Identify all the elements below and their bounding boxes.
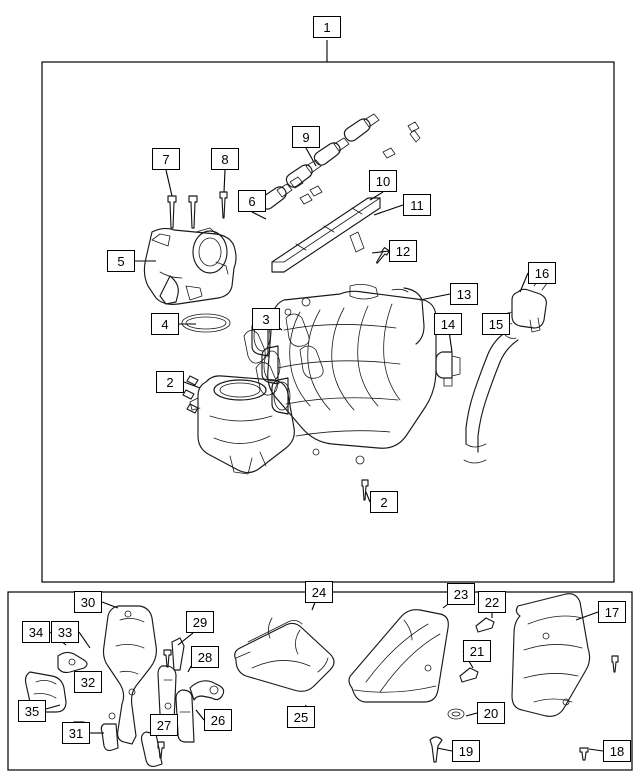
- heat-shield-25: [235, 618, 334, 691]
- manifold-lower-adapter: [190, 376, 294, 474]
- callout-14[interactable]: 14: [434, 313, 462, 335]
- callout-29[interactable]: 29: [186, 611, 214, 633]
- callout-25[interactable]: 25: [287, 706, 315, 728]
- throttle-body-part: [144, 228, 236, 304]
- callout-1[interactable]: 1: [313, 16, 341, 38]
- callout-33[interactable]: 33: [51, 621, 79, 643]
- callout-18[interactable]: 18: [603, 740, 631, 762]
- throttle-body-gasket: [182, 314, 230, 332]
- callout-4[interactable]: 4: [151, 313, 179, 335]
- callout-30[interactable]: 30: [74, 591, 102, 613]
- injector-1: [260, 177, 303, 209]
- callout-2-lower[interactable]: 2: [370, 491, 398, 513]
- callout-8[interactable]: 8: [211, 148, 239, 170]
- callout-6[interactable]: 6: [238, 190, 266, 212]
- callout-28[interactable]: 28: [191, 646, 219, 668]
- map-sensor: [436, 352, 460, 386]
- callout-12[interactable]: 12: [389, 240, 417, 262]
- callout-11[interactable]: 11: [403, 194, 431, 216]
- callout-10[interactable]: 10: [369, 170, 397, 192]
- callout-20[interactable]: 20: [477, 702, 505, 724]
- callout-21[interactable]: 21: [463, 640, 491, 662]
- injector-4: [344, 114, 379, 141]
- callout-7[interactable]: 7: [152, 148, 180, 170]
- callout-22[interactable]: 22: [478, 591, 506, 613]
- callout-15[interactable]: 15: [482, 313, 510, 335]
- callout-9[interactable]: 9: [292, 126, 320, 148]
- callout-34[interactable]: 34: [22, 621, 50, 643]
- callout-5[interactable]: 5: [107, 250, 135, 272]
- injector-2: [286, 160, 321, 187]
- callout-16[interactable]: 16: [528, 262, 556, 284]
- callout-23[interactable]: 23: [447, 583, 475, 605]
- callout-26[interactable]: 26: [204, 709, 232, 731]
- callout-19[interactable]: 19: [452, 740, 480, 762]
- callout-2-upper[interactable]: 2: [156, 371, 184, 393]
- callout-35[interactable]: 35: [18, 700, 46, 722]
- purge-valve: [504, 278, 548, 332]
- throttle-body-bolts: [168, 192, 227, 228]
- heat-shield-21: [349, 610, 448, 702]
- callout-27[interactable]: 27: [150, 714, 178, 736]
- callout-3[interactable]: 3: [252, 308, 280, 330]
- main-assembly-frame: [42, 62, 614, 582]
- support-bracket-30: [101, 606, 156, 751]
- manifold-screws: [183, 376, 368, 500]
- callout-32[interactable]: 32: [74, 671, 102, 693]
- callout-17[interactable]: 17: [598, 601, 626, 623]
- callout-13[interactable]: 13: [450, 283, 478, 305]
- callout-31[interactable]: 31: [62, 722, 90, 744]
- callout-24[interactable]: 24: [305, 581, 333, 603]
- vacuum-hose: [464, 332, 518, 463]
